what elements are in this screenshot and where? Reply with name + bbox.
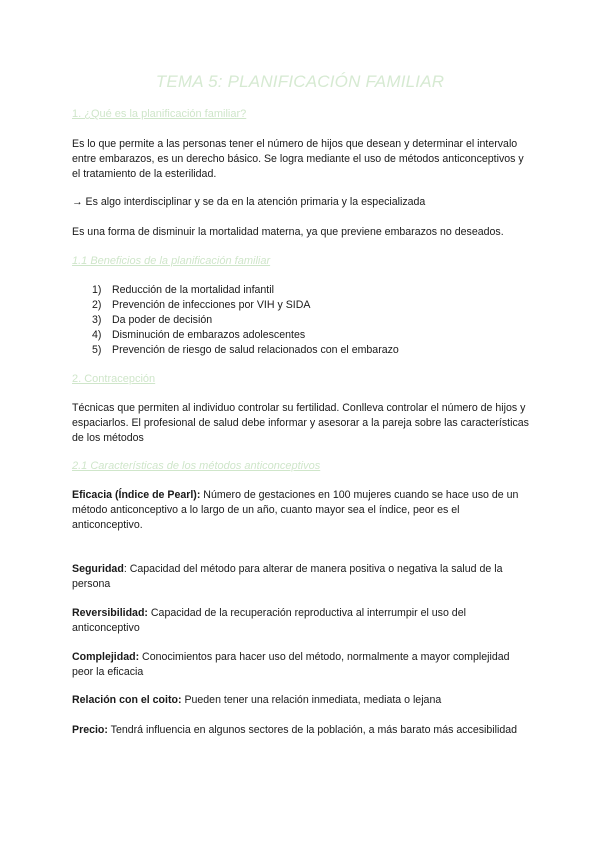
list-item-text: Prevención de riesgo de salud relacionados con el embarazo: [112, 344, 399, 356]
definition-term: Relación con el coito:: [72, 694, 182, 706]
definition-text: Capacidad de la recuperación reproductiva al interrumpir el uso del anticonceptivo: [72, 607, 466, 634]
definition-term: Seguridad: [72, 563, 124, 575]
paragraph-definition: Es lo que permite a las personas tener el número de hijos que desean y determinar el intervalo entre embarazos, es un derecho básico. Se logra mediante el uso de métodos anticonceptivos y el tratamiento de la esterilidad.: [72, 138, 524, 180]
section-heading-2: 2. Contracepción: [72, 373, 156, 385]
paragraph-mortalidad: Es una forma de disminuir la mortalidad materna, ya que previene embarazos no deseados.: [72, 226, 504, 238]
definition-precio: [72, 723, 532, 738]
list-item-text: Reducción de la mortalidad infantil: [112, 284, 274, 296]
list-item-text: Prevención de infecciones por VIH y SIDA: [112, 299, 311, 311]
list-item-number: 5): [92, 344, 102, 356]
list-item: [92, 343, 532, 358]
section-heading-1: 1. ¿Qué es la planificación familiar?: [72, 108, 247, 120]
subsection-heading-2-1: 2.1 Características de los métodos anticonceptivos: [72, 460, 321, 472]
list-item-text: Da poder de decisión: [112, 314, 213, 326]
definition-seguridad: [72, 562, 532, 592]
definition-text: Número de gestaciones en 100 mujeres cuando se hace uso de un método anticonceptivo a lo largo de un año, cuanto mayor sea el índice, peor es el anticonceptivo.: [72, 489, 519, 531]
list-item-number: 1): [92, 284, 102, 296]
list-item: [92, 313, 532, 328]
definition-term: Reversibilidad:: [72, 607, 148, 619]
definition-term: Precio:: [72, 724, 108, 736]
definition-complejidad: [72, 650, 532, 680]
definition-text: Pueden tener una relación inmediata, mediata o lejana: [181, 694, 442, 706]
definition-term: Complejidad:: [72, 651, 140, 663]
list-item-number: 3): [92, 314, 102, 326]
list-item-number: 2): [92, 299, 102, 311]
definition-text: Conocimientos para hacer uso del método, normalmente a mayor complejidad peor la eficacia: [72, 651, 510, 678]
definition-reversibilidad: [72, 606, 532, 636]
document-title: TEMA 5: PLANIFICACIÓN FAMILIAR: [155, 72, 445, 91]
list-item-number: 4): [92, 329, 102, 341]
definition-text: : Capacidad del método para alterar de manera positiva o negativa la salud de la persona: [72, 563, 503, 590]
subsection-heading-1-1: 1.1 Beneficios de la planificación familiar: [72, 255, 271, 267]
definition-text: Tendrá influencia en algunos sectores de la población, a más barato más accesibilidad: [107, 724, 518, 736]
list-item-text: Disminución de embarazos adolescentes: [112, 329, 306, 341]
paragraph-interdisciplinar: → Es algo interdisciplinar y se da en la atención primaria y la especializada: [72, 196, 426, 208]
definition-term: Eficacia (Índice de Pearl):: [72, 489, 201, 501]
list-item: [92, 328, 532, 343]
paragraph-contracepcion: Técnicas que permiten al individuo controlar su fertilidad. Conlleva controlar el número de hijos y espaciarlos. El profesional de salud debe informar y asesorar a la pareja sobre las características de los métodos: [72, 402, 529, 444]
list-item: [92, 298, 532, 313]
list-item: [92, 283, 532, 298]
benefits-list: [92, 283, 532, 358]
definition-relacion-coito: [72, 693, 532, 708]
definition-eficacia: [72, 488, 532, 533]
